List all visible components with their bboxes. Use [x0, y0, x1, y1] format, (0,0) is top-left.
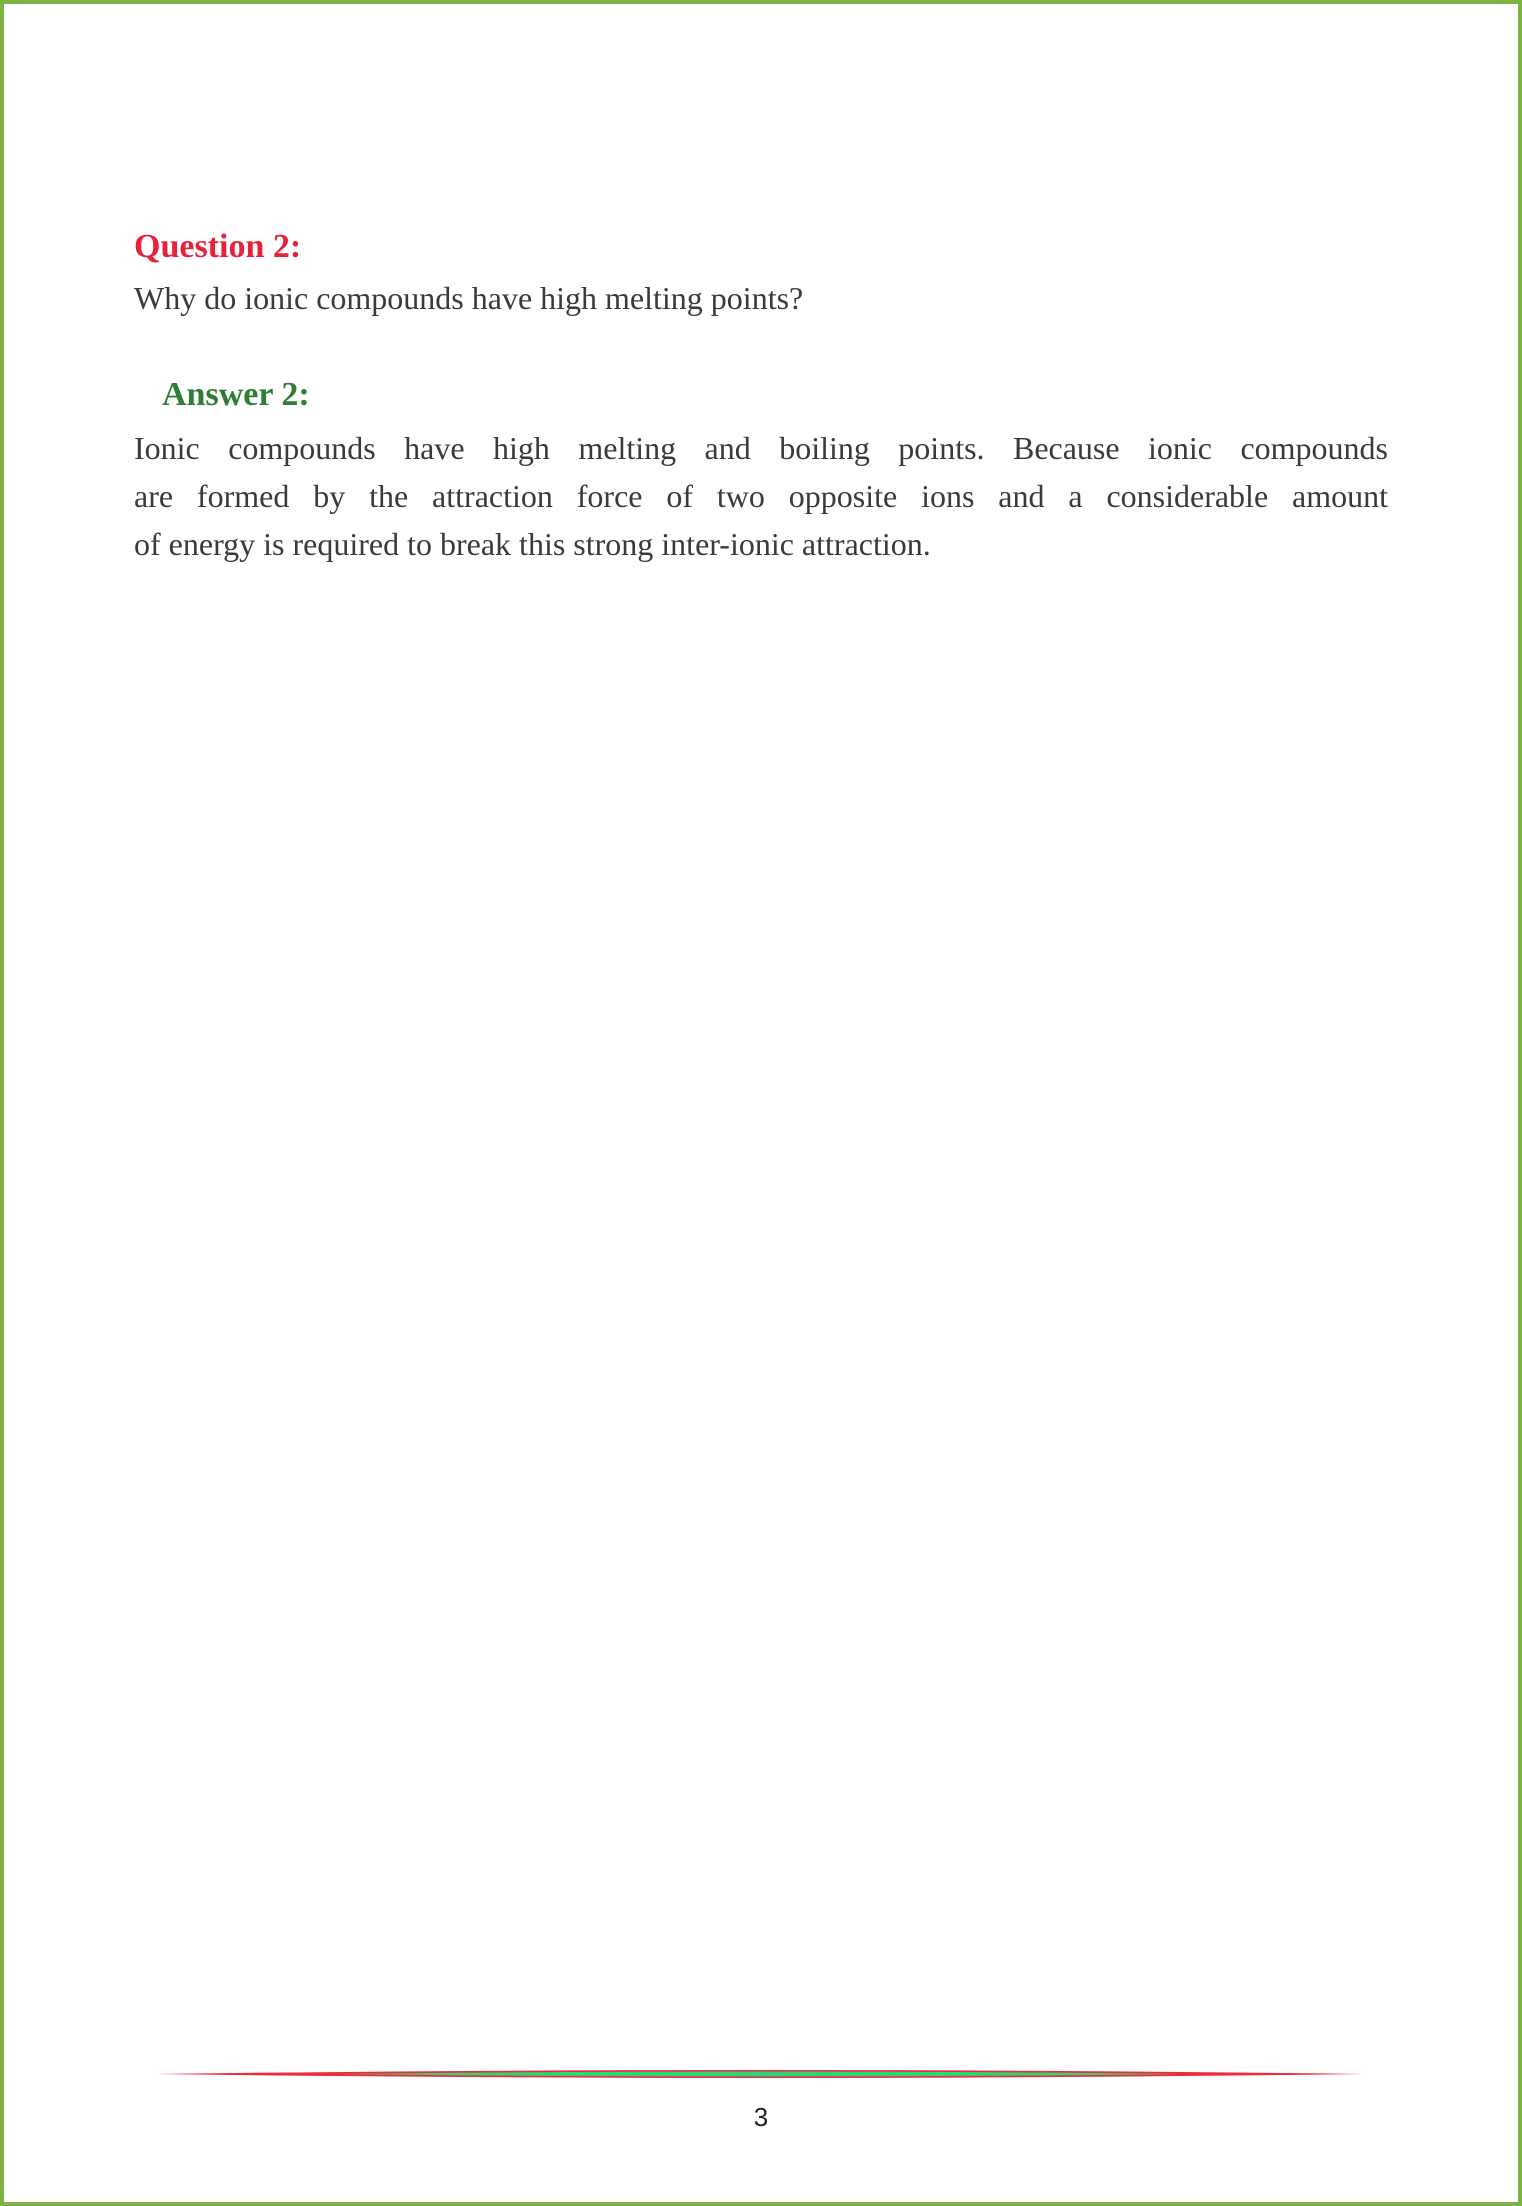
- question-heading: Question 2:: [134, 228, 302, 265]
- answer-body: [134, 424, 1388, 568]
- footer-divider: [156, 2066, 1364, 2082]
- answer-line: of energy is required to break this strong inter-ionic attraction.: [134, 526, 931, 562]
- answer-heading: Answer 2:: [162, 376, 310, 413]
- page-number: 3: [753, 2102, 769, 2132]
- question-text: Why do ionic compounds have high melting points?: [134, 280, 804, 316]
- answer-line: are formed by the attraction force of two opposite ions and a considerable amount: [134, 478, 1388, 514]
- answer-line: Ionic compounds have high melting and boiling points. Because ionic compounds: [134, 430, 1388, 466]
